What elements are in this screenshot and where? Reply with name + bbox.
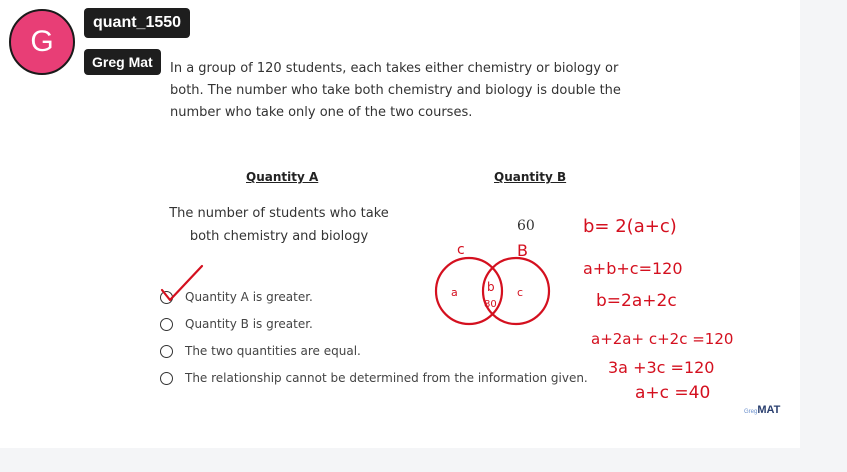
- option-b-label: Quantity B is greater.: [185, 317, 313, 331]
- venn-region-a: a: [451, 286, 458, 299]
- venn-region-80: 80: [484, 299, 497, 310]
- equation-2: a+b+c=120: [583, 259, 683, 278]
- equation-5: 3a +3c =120: [608, 358, 715, 377]
- option-c-label: The two quantities are equal.: [185, 344, 361, 358]
- avatar-letter: G: [30, 25, 54, 58]
- author-badge[interactable]: Greg Mat: [84, 49, 161, 75]
- quantity-a-label: Quantity A: [246, 170, 319, 184]
- option-d-label: The relationship cannot be determined from the information given.: [185, 371, 588, 385]
- option-a-label: Quantity A is greater.: [185, 290, 313, 304]
- venn-region-b: b: [487, 280, 495, 294]
- equation-4: a+2a+ c+2c =120: [591, 330, 734, 348]
- venn-label-c: c: [457, 242, 465, 258]
- question-text: In a group of 120 students, each takes either chemistry or biology or both. The number who take both chemistry and biology is double the number who take only one of the two courses.: [170, 61, 621, 120]
- equation-3: b=2a+2c: [596, 291, 677, 311]
- username-badge[interactable]: quant_1550: [84, 8, 190, 38]
- venn-region-c: c: [517, 286, 524, 299]
- equation-6: a+c =40: [635, 383, 711, 403]
- checkmark-icon: [162, 266, 202, 300]
- venn-label-b: B: [517, 241, 528, 260]
- quantity-b-label: Quantity B: [494, 170, 567, 184]
- quantity-b-text: 60: [517, 218, 535, 234]
- logo-small: Greg: [744, 409, 758, 415]
- logo-big: MAT: [757, 404, 781, 416]
- gregmat-logo: [744, 404, 780, 416]
- equation-1: b= 2(a+c): [583, 216, 677, 237]
- quantity-a-text: The number of students who take both chemistry and biology: [169, 206, 389, 244]
